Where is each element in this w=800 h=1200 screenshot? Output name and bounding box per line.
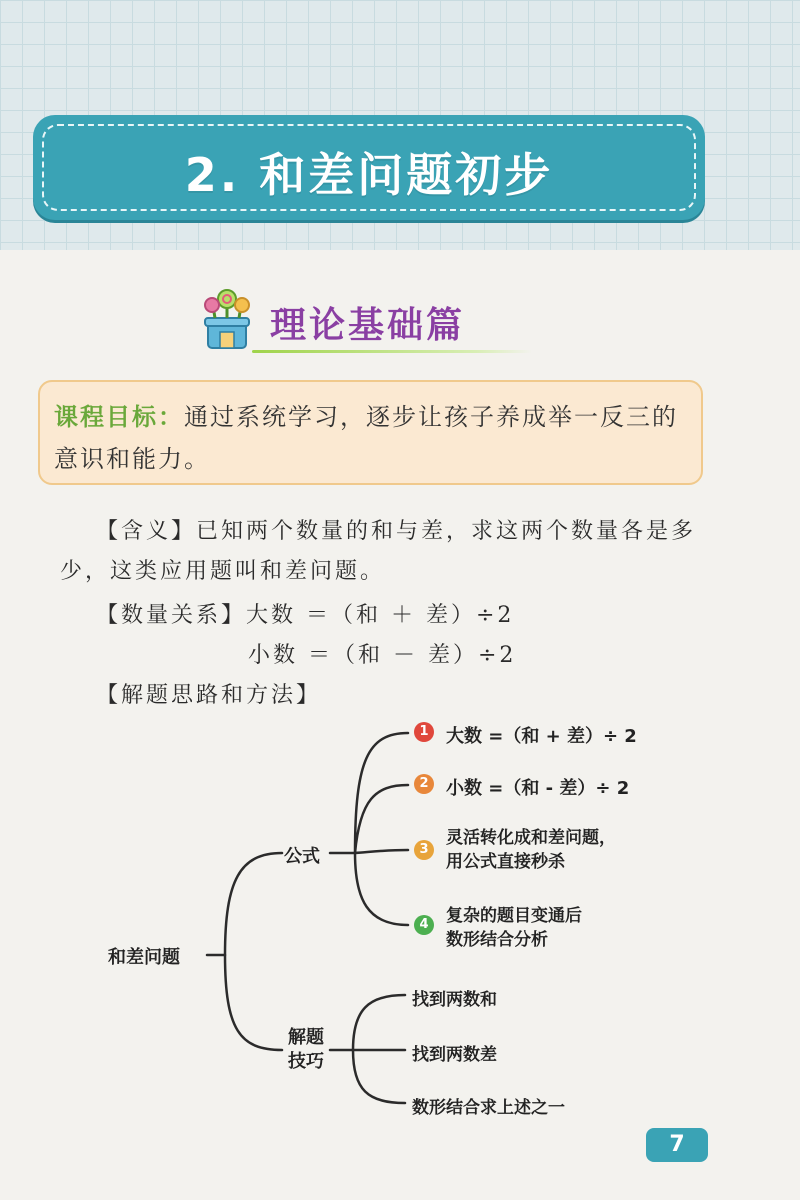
number-badge-2: 2 — [414, 774, 434, 794]
formula-item-4-line-2: 数形结合分析 — [446, 930, 548, 950]
technique-item-1: 找到两数和 — [412, 990, 497, 1010]
number-badge-1: 1 — [414, 722, 434, 742]
formula-item-4 — [446, 904, 582, 952]
formula-item-4-line-1: 复杂的题目变通后 — [446, 906, 582, 926]
relation-line-1: 【数量关系】大数 ＝（和 ＋ 差）÷2 — [96, 603, 515, 628]
course-goal-label: 课程目标： — [54, 403, 184, 431]
method-heading: 【解题思路和方法】 — [96, 683, 322, 708]
number-badge-4: 4 — [414, 915, 434, 935]
mindmap-technique-node — [288, 1026, 324, 1074]
section-title: 理论基础篇 — [270, 305, 466, 346]
chapter-title: 2. 和差问题初步 — [184, 148, 554, 202]
technique-label-line-1: 解题 — [288, 1027, 324, 1048]
formula-item-3-line-1: 灵活转化成和差问题， — [446, 828, 616, 848]
technique-item-3: 数形结合求上述之一 — [412, 1098, 565, 1118]
formula-item-2: 小数 =（和 - 差）÷ 2 — [446, 778, 630, 799]
formula-item-3-line-2: 用公式直接秒杀 — [446, 852, 565, 872]
mindmap-root: 和差问题 — [108, 947, 180, 968]
formula-item-1: 大数 =（和 + 差）÷ 2 — [446, 726, 637, 747]
page-number: 7 — [646, 1128, 708, 1162]
meaning-paragraph: 【含义】已知两个数量的和与差，求这两个数量各是多少，这类应用题叫和差问题。 — [60, 519, 697, 584]
course-goal-body: 通过系统学习，逐步让孩子养成举一反三的意识和能力。 — [54, 403, 678, 473]
mindmap-formula-node: 公式 — [284, 846, 320, 867]
number-badge-3: 3 — [414, 840, 434, 860]
formula-item-3 — [446, 826, 616, 874]
technique-item-2: 找到两数差 — [412, 1045, 497, 1065]
relation-line-2: 小数 ＝（和 － 差）÷2 — [248, 643, 517, 668]
technique-label-line-2: 技巧 — [288, 1051, 324, 1072]
